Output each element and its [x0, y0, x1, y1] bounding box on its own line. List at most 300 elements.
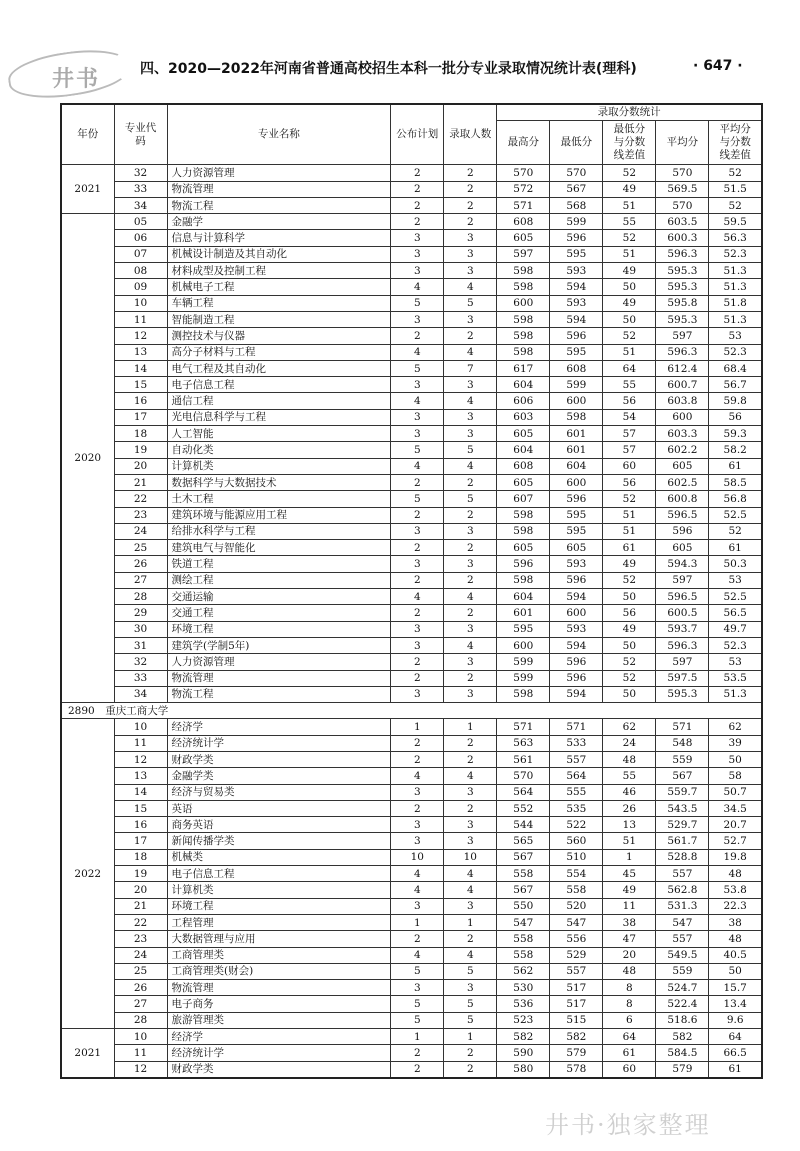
code-cell: 27 — [114, 572, 167, 588]
code-cell: 17 — [114, 833, 167, 849]
max-cell: 552 — [497, 800, 550, 816]
admitted-cell: 3 — [444, 246, 497, 262]
table-row — [61, 442, 762, 458]
avg-diff-cell: 52 — [709, 523, 762, 539]
code-cell: 08 — [114, 263, 167, 279]
major-name-cell: 智能制造工程 — [167, 311, 391, 327]
max-cell: 570 — [497, 768, 550, 784]
code-cell: 24 — [114, 523, 167, 539]
admission-table-wrapper — [60, 103, 763, 1079]
major-name-cell: 工商管理类(财会) — [167, 963, 391, 979]
min-cell: 570 — [550, 165, 603, 181]
plan-cell: 4 — [391, 768, 444, 784]
min-diff-cell: 52 — [603, 654, 656, 670]
avg-diff-cell: 58 — [709, 768, 762, 784]
min-cell: 547 — [550, 914, 603, 930]
avg-cell: 567 — [656, 768, 709, 784]
code-cell: 26 — [114, 980, 167, 996]
max-cell: 523 — [497, 1012, 550, 1028]
admitted-cell: 3 — [444, 621, 497, 637]
code-cell: 13 — [114, 344, 167, 360]
code-cell: 20 — [114, 882, 167, 898]
major-name-cell: 车辆工程 — [167, 295, 391, 311]
min-diff-cell: 56 — [603, 393, 656, 409]
avg-cell: 528.8 — [656, 849, 709, 865]
table-row — [61, 540, 762, 556]
min-diff-cell: 38 — [603, 914, 656, 930]
code-cell: 28 — [114, 1012, 167, 1028]
admitted-cell: 2 — [444, 165, 497, 181]
admitted-cell: 3 — [444, 311, 497, 327]
plan-cell: 2 — [391, 572, 444, 588]
major-name-cell: 经济学 — [167, 719, 391, 735]
min-cell: 515 — [550, 1012, 603, 1028]
avg-diff-cell: 50.3 — [709, 556, 762, 572]
min-cell: 517 — [550, 996, 603, 1012]
admitted-cell: 4 — [444, 344, 497, 360]
min-diff-cell: 24 — [603, 735, 656, 751]
min-cell: 600 — [550, 474, 603, 490]
min-cell: 522 — [550, 817, 603, 833]
plan-cell: 3 — [391, 621, 444, 637]
max-cell: 605 — [497, 474, 550, 490]
table-row — [61, 230, 762, 246]
code-cell: 22 — [114, 914, 167, 930]
plan-cell: 2 — [391, 605, 444, 621]
min-diff-cell: 50 — [603, 637, 656, 653]
min-diff-cell: 52 — [603, 572, 656, 588]
table-row — [61, 637, 762, 653]
avg-cell: 582 — [656, 1029, 709, 1045]
admitted-cell: 2 — [444, 328, 497, 344]
year-cell: 2021 — [61, 165, 114, 214]
code-cell: 07 — [114, 246, 167, 262]
code-cell: 23 — [114, 931, 167, 947]
min-cell: 594 — [550, 589, 603, 605]
max-cell: 561 — [497, 751, 550, 767]
min-diff-cell: 51 — [603, 523, 656, 539]
major-name-cell: 高分子材料与工程 — [167, 344, 391, 360]
avg-diff-cell: 53 — [709, 654, 762, 670]
avg-diff-cell: 56 — [709, 409, 762, 425]
min-diff-cell: 11 — [603, 898, 656, 914]
avg-cell: 594.3 — [656, 556, 709, 572]
code-cell: 11 — [114, 735, 167, 751]
min-cell: 560 — [550, 833, 603, 849]
major-name-cell: 人力资源管理 — [167, 654, 391, 670]
major-name-cell: 土木工程 — [167, 491, 391, 507]
admitted-cell: 2 — [444, 507, 497, 523]
table-row — [61, 263, 762, 279]
avg-diff-cell: 50.7 — [709, 784, 762, 800]
major-name-cell: 物流管理 — [167, 670, 391, 686]
major-name-cell: 物流管理 — [167, 181, 391, 197]
admitted-cell: 2 — [444, 670, 497, 686]
admitted-cell: 4 — [444, 279, 497, 295]
major-name-cell: 交通工程 — [167, 605, 391, 621]
avg-diff-cell: 56.7 — [709, 377, 762, 393]
code-cell: 23 — [114, 507, 167, 523]
table-row — [61, 393, 762, 409]
table-row — [61, 849, 762, 865]
table-row — [61, 898, 762, 914]
min-diff-cell: 49 — [603, 263, 656, 279]
avg-cell: 543.5 — [656, 800, 709, 816]
major-name-cell: 物流工程 — [167, 197, 391, 213]
min-diff-cell: 50 — [603, 311, 656, 327]
min-cell: 594 — [550, 311, 603, 327]
table-row — [61, 931, 762, 947]
code-cell: 31 — [114, 637, 167, 653]
min-cell: 594 — [550, 637, 603, 653]
major-name-cell: 电子信息工程 — [167, 377, 391, 393]
min-cell: 582 — [550, 1029, 603, 1045]
avg-diff-cell: 56.5 — [709, 605, 762, 621]
avg-diff-cell: 48 — [709, 866, 762, 882]
avg-diff-cell: 53.8 — [709, 882, 762, 898]
plan-cell: 5 — [391, 360, 444, 376]
major-name-cell: 物流管理 — [167, 980, 391, 996]
major-name-cell: 机械电子工程 — [167, 279, 391, 295]
table-row — [61, 866, 762, 882]
plan-cell: 3 — [391, 523, 444, 539]
min-cell: 593 — [550, 556, 603, 572]
max-cell: 598 — [497, 507, 550, 523]
code-cell: 19 — [114, 866, 167, 882]
avg-diff-cell: 51.3 — [709, 263, 762, 279]
min-cell: 529 — [550, 947, 603, 963]
min-diff-cell: 52 — [603, 491, 656, 507]
avg-diff-cell: 52 — [709, 165, 762, 181]
table-row — [61, 980, 762, 996]
max-cell: 605 — [497, 230, 550, 246]
admitted-cell: 2 — [444, 1061, 497, 1078]
admitted-cell: 4 — [444, 393, 497, 409]
major-name-cell: 英语 — [167, 800, 391, 816]
min-diff-cell: 56 — [603, 605, 656, 621]
code-cell: 05 — [114, 214, 167, 230]
major-name-cell: 人工智能 — [167, 426, 391, 442]
avg-diff-cell: 52.3 — [709, 637, 762, 653]
table-row — [61, 458, 762, 474]
code-cell: 18 — [114, 426, 167, 442]
min-cell: 567 — [550, 181, 603, 197]
admitted-cell: 3 — [444, 556, 497, 572]
table-row — [61, 963, 762, 979]
major-name-cell: 电子商务 — [167, 996, 391, 1012]
table-row — [61, 556, 762, 572]
min-cell: 594 — [550, 686, 603, 702]
table-row — [61, 1061, 762, 1078]
avg-diff-cell: 62 — [709, 719, 762, 735]
logo-text: 井书 — [52, 67, 101, 92]
avg-cell: 570 — [656, 197, 709, 213]
max-cell: 607 — [497, 491, 550, 507]
code-cell: 12 — [114, 751, 167, 767]
min-diff-cell: 47 — [603, 931, 656, 947]
table-row — [61, 719, 762, 735]
header-avg-diff: 平均分与分数线差值 — [709, 121, 762, 165]
admitted-cell: 5 — [444, 996, 497, 1012]
min-diff-cell: 49 — [603, 621, 656, 637]
min-cell: 555 — [550, 784, 603, 800]
admitted-cell: 3 — [444, 833, 497, 849]
max-cell: 564 — [497, 784, 550, 800]
table-body — [61, 165, 762, 1078]
max-cell: 604 — [497, 377, 550, 393]
code-cell: 16 — [114, 817, 167, 833]
min-diff-cell: 55 — [603, 214, 656, 230]
table-row — [61, 360, 762, 376]
min-diff-cell: 55 — [603, 377, 656, 393]
code-cell: 24 — [114, 947, 167, 963]
min-diff-cell: 51 — [603, 197, 656, 213]
min-cell: 594 — [550, 279, 603, 295]
min-diff-cell: 20 — [603, 947, 656, 963]
avg-cell: 561.7 — [656, 833, 709, 849]
plan-cell: 2 — [391, 214, 444, 230]
major-name-cell: 建筑环境与能源应用工程 — [167, 507, 391, 523]
admitted-cell: 5 — [444, 295, 497, 311]
min-diff-cell: 50 — [603, 589, 656, 605]
table-row — [61, 670, 762, 686]
admitted-cell: 2 — [444, 751, 497, 767]
avg-cell: 595.3 — [656, 279, 709, 295]
table-row — [61, 1029, 762, 1045]
avg-cell: 596.3 — [656, 344, 709, 360]
code-cell: 32 — [114, 165, 167, 181]
avg-cell: 595.3 — [656, 311, 709, 327]
admitted-cell: 3 — [444, 980, 497, 996]
admitted-cell: 1 — [444, 719, 497, 735]
avg-cell: 602.2 — [656, 442, 709, 458]
avg-diff-cell: 56.8 — [709, 491, 762, 507]
min-cell: 593 — [550, 621, 603, 637]
max-cell: 562 — [497, 963, 550, 979]
min-cell: 596 — [550, 670, 603, 686]
avg-diff-cell: 58.5 — [709, 474, 762, 490]
avg-cell: 605 — [656, 540, 709, 556]
avg-cell: 596.5 — [656, 507, 709, 523]
max-cell: 596 — [497, 556, 550, 572]
max-cell: 547 — [497, 914, 550, 930]
avg-diff-cell: 52.3 — [709, 246, 762, 262]
min-diff-cell: 51 — [603, 344, 656, 360]
avg-cell: 600 — [656, 409, 709, 425]
min-cell: 558 — [550, 882, 603, 898]
min-diff-cell: 51 — [603, 507, 656, 523]
min-diff-cell: 8 — [603, 996, 656, 1012]
max-cell: 595 — [497, 621, 550, 637]
major-name-cell: 金融学类 — [167, 768, 391, 784]
max-cell: 565 — [497, 833, 550, 849]
header-min-diff: 最低分与分数线差值 — [603, 121, 656, 165]
code-cell: 21 — [114, 898, 167, 914]
avg-cell: 584.5 — [656, 1045, 709, 1061]
major-name-cell: 旅游管理类 — [167, 1012, 391, 1028]
major-name-cell: 新闻传播学类 — [167, 833, 391, 849]
min-diff-cell: 64 — [603, 360, 656, 376]
admitted-cell: 3 — [444, 686, 497, 702]
max-cell: 582 — [497, 1029, 550, 1045]
code-cell: 12 — [114, 328, 167, 344]
table-row — [61, 377, 762, 393]
min-cell: 605 — [550, 540, 603, 556]
admitted-cell: 2 — [444, 181, 497, 197]
header-code: 专业代码 — [114, 104, 167, 165]
max-cell: 604 — [497, 442, 550, 458]
table-row — [61, 279, 762, 295]
min-cell: 557 — [550, 751, 603, 767]
avg-cell: 548 — [656, 735, 709, 751]
avg-diff-cell: 53.5 — [709, 670, 762, 686]
max-cell: 567 — [497, 849, 550, 865]
major-name-cell: 工程管理 — [167, 914, 391, 930]
major-name-cell: 材料成型及控制工程 — [167, 263, 391, 279]
min-diff-cell: 52 — [603, 328, 656, 344]
code-cell: 34 — [114, 686, 167, 702]
page-title: 四、2020—2022年河南省普通高校招生本科一批分专业录取情况统计表(理科) — [140, 61, 637, 77]
admitted-cell: 4 — [444, 458, 497, 474]
min-diff-cell: 6 — [603, 1012, 656, 1028]
table-row — [61, 181, 762, 197]
min-diff-cell: 8 — [603, 980, 656, 996]
max-cell: 608 — [497, 214, 550, 230]
code-cell: 16 — [114, 393, 167, 409]
min-cell: 596 — [550, 328, 603, 344]
min-cell: 596 — [550, 654, 603, 670]
min-diff-cell: 49 — [603, 882, 656, 898]
table-row — [61, 996, 762, 1012]
admitted-cell: 2 — [444, 735, 497, 751]
min-diff-cell: 60 — [603, 458, 656, 474]
major-name-cell: 建筑电气与智能化 — [167, 540, 391, 556]
min-diff-cell: 56 — [603, 474, 656, 490]
avg-diff-cell: 66.5 — [709, 1045, 762, 1061]
max-cell: 544 — [497, 817, 550, 833]
table-row — [61, 947, 762, 963]
plan-cell: 1 — [391, 719, 444, 735]
max-cell: 605 — [497, 540, 550, 556]
plan-cell: 2 — [391, 751, 444, 767]
plan-cell: 3 — [391, 556, 444, 572]
admitted-cell: 2 — [444, 540, 497, 556]
min-diff-cell: 55 — [603, 768, 656, 784]
plan-cell: 4 — [391, 344, 444, 360]
min-cell: 600 — [550, 393, 603, 409]
major-name-cell: 人力资源管理 — [167, 165, 391, 181]
avg-cell: 600.5 — [656, 605, 709, 621]
min-diff-cell: 57 — [603, 426, 656, 442]
table-row — [61, 197, 762, 213]
plan-cell: 3 — [391, 637, 444, 653]
max-cell: 530 — [497, 980, 550, 996]
avg-diff-cell: 22.3 — [709, 898, 762, 914]
min-diff-cell: 49 — [603, 295, 656, 311]
plan-cell: 3 — [391, 784, 444, 800]
avg-cell: 559.7 — [656, 784, 709, 800]
avg-cell: 596.5 — [656, 589, 709, 605]
min-diff-cell: 51 — [603, 833, 656, 849]
plan-cell: 2 — [391, 507, 444, 523]
avg-diff-cell: 50 — [709, 963, 762, 979]
table-row — [61, 474, 762, 490]
plan-cell: 3 — [391, 980, 444, 996]
max-cell: 563 — [497, 735, 550, 751]
code-cell: 21 — [114, 474, 167, 490]
header-admitted: 录取人数 — [444, 104, 497, 165]
min-cell: 596 — [550, 491, 603, 507]
min-diff-cell: 48 — [603, 963, 656, 979]
admitted-cell: 2 — [444, 474, 497, 490]
table-row — [61, 784, 762, 800]
max-cell: 572 — [497, 181, 550, 197]
plan-cell: 3 — [391, 246, 444, 262]
admitted-cell: 4 — [444, 768, 497, 784]
admitted-cell: 3 — [444, 817, 497, 833]
plan-cell: 4 — [391, 947, 444, 963]
table-row — [61, 507, 762, 523]
plan-cell: 2 — [391, 181, 444, 197]
code-cell: 33 — [114, 670, 167, 686]
max-cell: 608 — [497, 458, 550, 474]
major-name-cell: 电气工程及其自动化 — [167, 360, 391, 376]
max-cell: 604 — [497, 589, 550, 605]
avg-diff-cell: 61 — [709, 1061, 762, 1078]
admitted-cell: 3 — [444, 784, 497, 800]
admitted-cell: 2 — [444, 197, 497, 213]
major-name-cell: 数据科学与大数据技术 — [167, 474, 391, 490]
plan-cell: 1 — [391, 914, 444, 930]
code-cell: 13 — [114, 768, 167, 784]
table-row — [61, 295, 762, 311]
plan-cell: 2 — [391, 540, 444, 556]
avg-cell: 603.8 — [656, 393, 709, 409]
plan-cell: 2 — [391, 1061, 444, 1078]
avg-cell: 522.4 — [656, 996, 709, 1012]
table-row — [61, 621, 762, 637]
plan-cell: 4 — [391, 882, 444, 898]
min-cell: 535 — [550, 800, 603, 816]
plan-cell: 1 — [391, 1029, 444, 1045]
year-cell: 2022 — [61, 719, 114, 1029]
major-name-cell: 经济学 — [167, 1029, 391, 1045]
avg-diff-cell: 15.7 — [709, 980, 762, 996]
table-row — [61, 1045, 762, 1061]
max-cell: 599 — [497, 670, 550, 686]
max-cell: 580 — [497, 1061, 550, 1078]
header-year: 年份 — [61, 104, 114, 165]
avg-diff-cell: 51.5 — [709, 181, 762, 197]
avg-cell: 595.3 — [656, 263, 709, 279]
plan-cell: 5 — [391, 996, 444, 1012]
min-diff-cell: 57 — [603, 442, 656, 458]
table-row — [61, 328, 762, 344]
table-row — [61, 491, 762, 507]
header-avg: 平均分 — [656, 121, 709, 165]
plan-cell: 4 — [391, 589, 444, 605]
avg-diff-cell: 19.8 — [709, 849, 762, 865]
major-name-cell: 经济统计学 — [167, 735, 391, 751]
avg-diff-cell: 59.5 — [709, 214, 762, 230]
major-name-cell: 计算机类 — [167, 458, 391, 474]
avg-cell: 600.3 — [656, 230, 709, 246]
admitted-cell: 3 — [444, 523, 497, 539]
avg-cell: 603.5 — [656, 214, 709, 230]
avg-diff-cell: 40.5 — [709, 947, 762, 963]
avg-cell: 569.5 — [656, 181, 709, 197]
max-cell: 598 — [497, 279, 550, 295]
